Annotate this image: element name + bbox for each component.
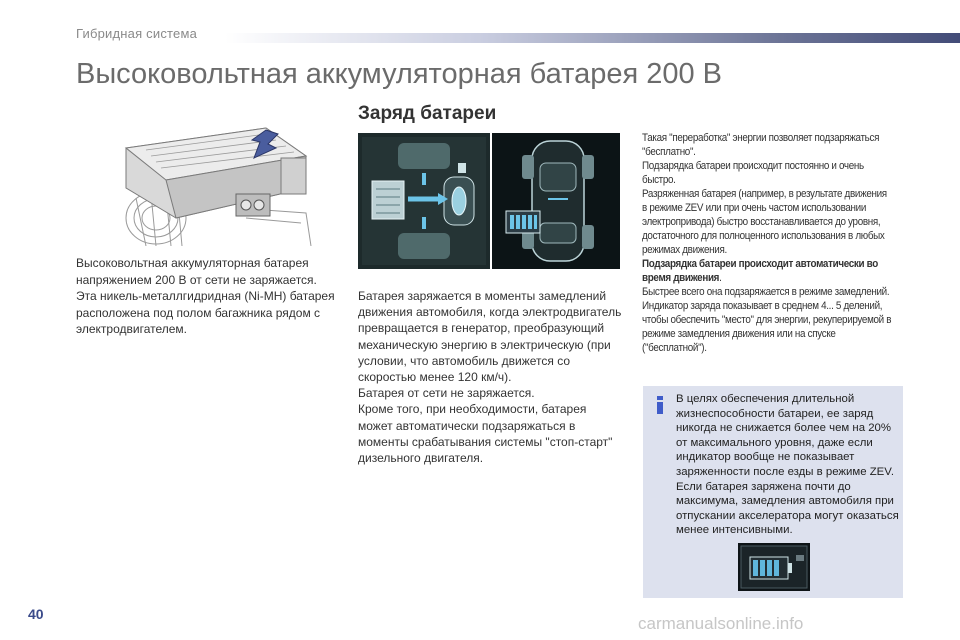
recharge-p6: Индикатор заряда показывает в среднем 4... 5 делений, чтобы обеспечить "место" для энергии, рекуперируемой в режиме замедления движения или на спуске ("бесплатной"). (642, 300, 892, 354)
battery-description-text: Высоковольтная аккумуляторная батарея напряжением 200 В от сети не заряжается. Эта никель-металлгидридная (Ni-MH) батарея расположена под полом багажника рядом с электродвигателем. (76, 256, 335, 336)
charging-paragraph-3: Кроме того, при необходимости, батарея может автоматически подзаряжаться в моменты срабатывания системы "стоп-старт" дизельного двигателя. (358, 402, 613, 466)
recharge-p2: Подзарядка батареи происходит постоянно и очень быстро. (642, 160, 864, 186)
energy-flow-engine-image (358, 133, 490, 269)
charging-paragraph-2: Батарея от сети не заряжается. (358, 386, 535, 401)
section-title: Гибридная система (76, 26, 198, 41)
battery-gauge-image (738, 543, 810, 591)
info-text: В целях обеспечения длительной жизнеспособности батареи, ее заряд никогда не снижается более чем на 20% от максимального уровня, даже если индикатор вообще не показывает заряженности после езды в режиме ZEV. Если батарея заряжена почти до максимума, замедления автомобиля при отпускании акселератора могут оказаться менее интенсивными. (676, 393, 899, 537)
charging-description (358, 288, 622, 466)
info-box (643, 386, 903, 598)
recharge-p4-bold: Подзарядка батареи происходит автоматически во время движения (642, 258, 878, 284)
info-icon (653, 395, 667, 415)
charging-paragraph-1: Батарея заряжается в моменты замедлений движения автомобиля, когда электродвигатель превращается в генератор, преобразующий механическую энергию в электрическую (при условии, что автомобиль движется со скоростью менее 120 км/ч). (358, 289, 622, 385)
section-subtitle: Заряд батареи (358, 103, 497, 124)
battery-description (76, 255, 338, 338)
page-number: 40 (28, 606, 44, 622)
recharge-p5: Быстрее всего она подзаряжается в режиме замедлений. (642, 286, 890, 298)
watermark: carmanualsonline.info (638, 614, 804, 633)
recharge-details (642, 131, 893, 355)
header-gradient-bar (225, 33, 960, 43)
recharge-p4 (642, 257, 893, 285)
battery-illustration (116, 118, 316, 246)
recharge-p4-end: . (719, 272, 722, 284)
page-title: Высоковольтная аккумуляторная батарея 200 В (76, 58, 723, 90)
recharge-p3: Разряженная батарея (например, в результате движения в режиме ZEV или при очень частом использовании электропривода) быстро восстанавливается до уровня, достаточного для полноценного использования в любых режимах движения. (642, 188, 887, 256)
recharge-p1: Такая "переработка" энергии позволяет подзаряжаться "бесплатно". (642, 132, 880, 158)
energy-flow-car-image (492, 133, 620, 269)
